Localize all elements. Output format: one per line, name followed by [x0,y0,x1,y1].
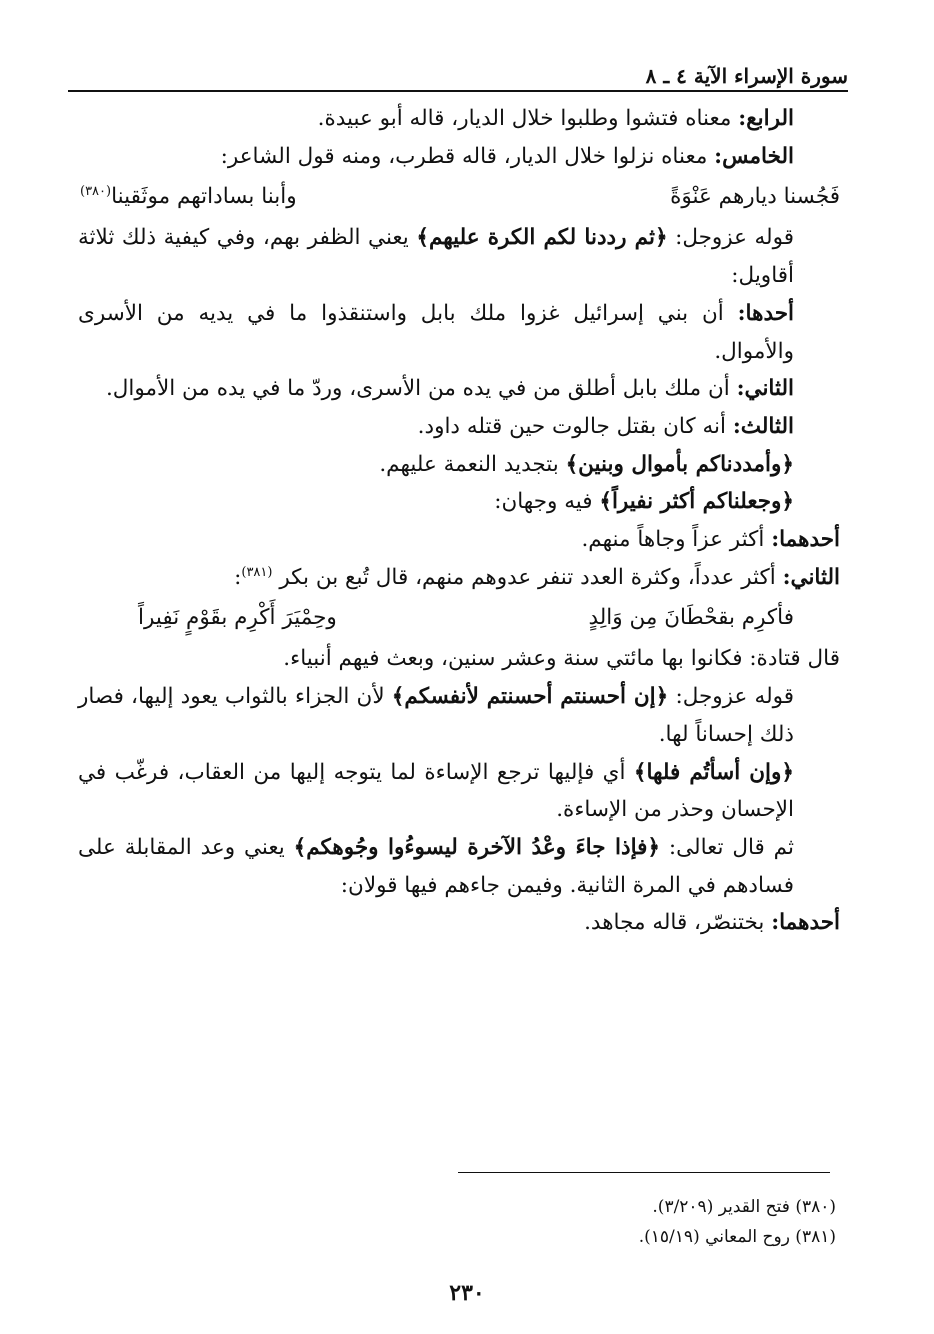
verse-first-hemistich: فَجُسنا ديارهم عَنْوَةً [670,184,840,210]
poem-verse [78,596,840,640]
paragraph: أحدها: أن بني إسرائيل غزوا ملك بابل واستنقذوا ما في يديه من الأسرى والأموال. [78,300,794,364]
quran-quote: ﴿وإن أسأتُم فلها﴾ [633,759,795,785]
paragraph: قال قتادة: فكانوا بها مائتي سنة وعشر سنين، وبعث فيهم أنبياء. [283,646,840,672]
paragraph: قوله عزوجل: ﴿إن أحسنتم أحسنتم لأنفسكم﴾ لأن الجزاء بالثواب يعود إليها، فصار ذلك إحساناً لها. [78,684,794,747]
poem-verse [78,175,840,219]
paragraph: ﴿وأمددناكم بأموال وبنين﴾ بتجديد النعمة عليهم. [379,451,794,477]
main-text [78,100,840,942]
paragraph: ثم قال تعالى: ﴿فإذا جاءَ وعْدُ الآخرة ليسوءُوا وجُوهكم﴾ يعني وعد المقابلة على فسادهم في المرة الثانية. وفيمن جاءهم فيها قولان: [78,834,794,898]
paragraph: ﴿وجعلناكم أكثر نفيراً﴾ فيه وجهان: [494,489,794,515]
footnote-ref: (٣٨٠) [80,184,112,200]
header-rule [68,90,848,92]
paragraph: الرابع: معناه فتشوا وطلبوا خلال الديار، قاله أبو عبيدة. [317,106,794,131]
quran-quote: ﴿وأمددناكم بأموال وبنين﴾ [565,451,794,477]
footnote-rule [458,1172,830,1173]
verse-first-hemistich: فأكرِم بقحْطَانَ مِن وَالِدٍ [588,605,794,631]
running-header [72,52,848,88]
verse-second-hemistich: وأبنا بساداتهم موثَقينا$^{(٣٨٠)}$ [80,184,297,210]
paragraph: الخامس: معناه نزلوا خلال الديار، قاله قطرب، ومنه قول الشاعر: [220,143,794,169]
paragraph: الثاني: أكثر عدداً، وكثرة العدد تنفر عدوهم منهم، قال تُبع بن بكر $^{(٣٨١)}$: [234,564,840,590]
surah-title: سورة الإسراء الآية ٤ ـ ٨ [645,64,848,88]
paragraph: أحدهما: أكثر عزاً وجاهاً منهم. [581,527,840,553]
footnote-ref: (٣٨١) [241,564,273,580]
page-number: ٢٣٠ [449,1280,485,1306]
paragraph: الثالث: أنه كان بقتل جالوت حين قتله داود. [417,413,794,439]
paragraph: الثاني: أن ملك بابل أطلق من في يده من الأسرى، وردّ ما في يده من الأموال. [105,376,794,402]
footnote: (٣٨١) روح المعاني (١٥/١٩). [638,1227,836,1247]
footnotes [80,1192,836,1252]
quran-quote: ﴿إن أحسنتم أحسنتم لأنفسكم﴾ [391,684,669,710]
paragraph: قوله عزوجل: ﴿ثم رددنا لكم الكرة عليهم﴾ يعني الظفر بهم، وفي كيفية ذلك ثلاثة أقاويل: [78,225,794,289]
quran-quote: ﴿ثم رددنا لكم الكرة عليهم﴾ [416,225,668,251]
footnote: (٣٨٠) فتح القدير (٣/٢٠٩). [652,1197,836,1217]
verse-second-hemistich: وحِمْيَرَ أَكْرِم بقَوْمٍ نَفِيراً [138,605,337,631]
quran-quote: ﴿فإذا جاءَ وعْدُ الآخرة ليسوءُوا وجُوهكم﴾ [293,834,660,860]
quran-quote: ﴿وجعلناكم أكثر نفيراً﴾ [599,489,794,515]
paragraph: أحدهما: بختنصّر، قاله مجاهد. [584,910,840,936]
paragraph: ﴿وإن أسأتُم فلها﴾ أي فإليها ترجع الإساءة لما يتوجه إليها من العقاب، فرغّب في الإحسان وحذر من الإساءة. [78,759,795,823]
